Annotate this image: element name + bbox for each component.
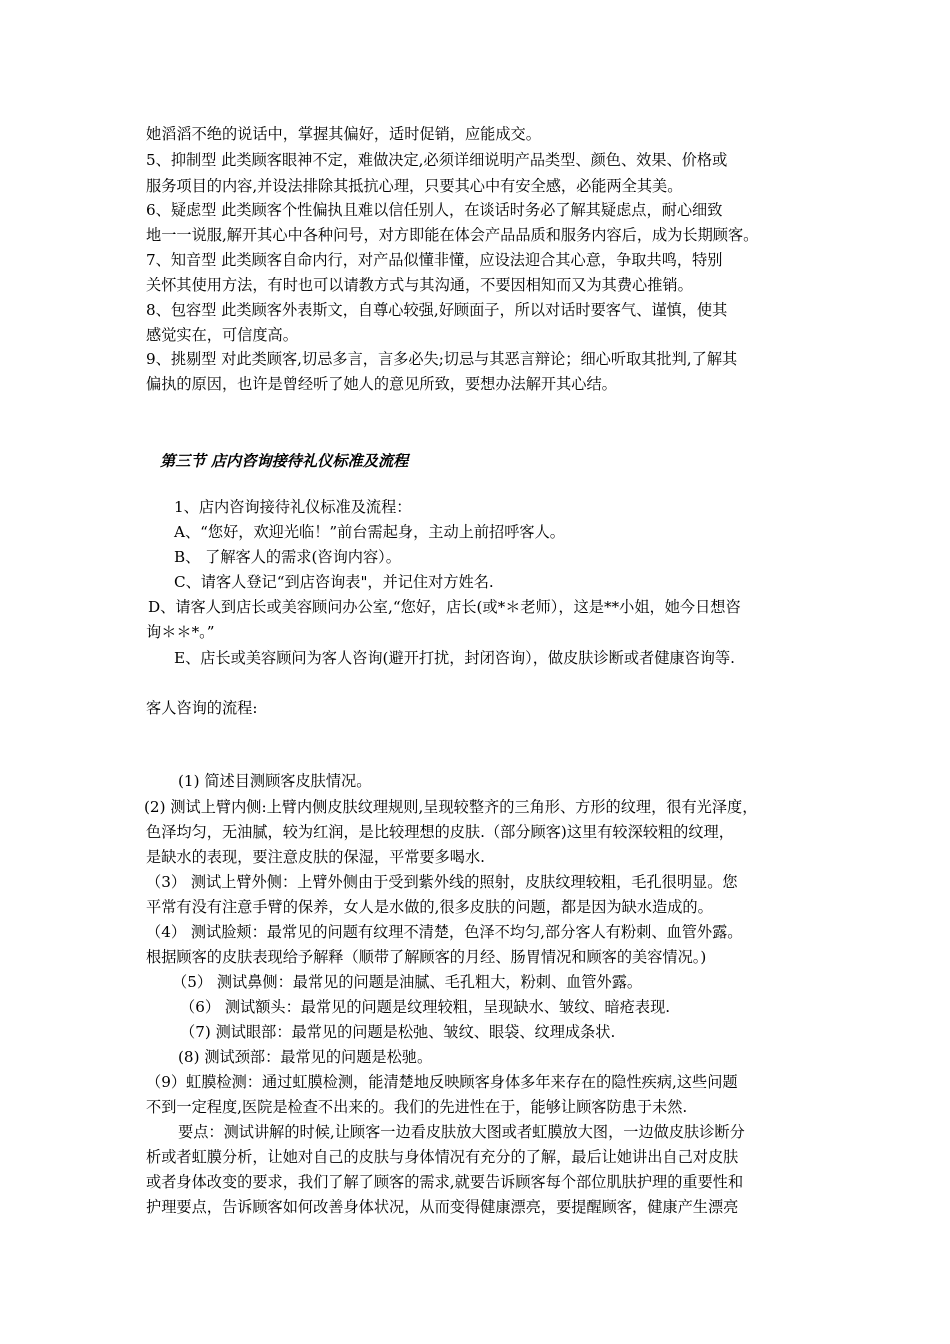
paragraph-line: (1) 简述目测顾客皮肤情况。	[178, 772, 372, 790]
paragraph-line: （5） 测试鼻侧：最常见的问题是油腻、毛孔粗大，粉刺、血管外露。	[172, 973, 643, 991]
paragraph-line: （6） 测试额头：最常见的问题是纹理较粗，呈现缺水、皱纹、暗疮表现.	[180, 998, 671, 1016]
flow-title: 客人咨询的流程:	[146, 699, 258, 717]
paragraph-line: （4） 测试脸颊：最常见的问题有纹理不清楚，色泽不均匀,部分客人有粉刺、血管外露。	[146, 923, 743, 941]
paragraph-line: 关怀其使用方法，有时也可以请教方式与其沟通，不要因相知而又为其费心推销。	[146, 276, 693, 294]
paragraph-line: （7) 测试眼部：最常见的问题是松弛、皱纹、眼袋、纹理成条状.	[180, 1023, 616, 1041]
paragraph-line: 服务项目的内容,并设法排除其抵抗心理，只要其心中有安全感，必能两全其美。	[146, 177, 683, 195]
paragraph-line: （3） 测试上臂外侧：上臂外侧由于受到紫外线的照射，皮肤纹理较粗，毛孔很明显。您	[146, 873, 738, 891]
paragraph-line: 要点：测试讲解的时候,让顾客一边看皮肤放大图或者虹膜放大图，一边做皮肤诊断分	[178, 1123, 745, 1141]
paragraph-line: 护理要点，告诉顾客如何改善身体状况，从而变得健康漂亮，要提醒顾客，健康产生漂亮	[146, 1198, 739, 1216]
paragraph-line: B、 了解客人的需求(咨询内容）。	[174, 548, 401, 566]
paragraph-line: 7、知音型 此类顾客自命内行，对产品似懂非懂，应设法迎合其心意，争取共鸣，特别	[146, 251, 723, 269]
paragraph-line: E、店长或美容顾问为客人咨询(避开打扰，封闭咨询），做皮肤诊断或者健康咨询等.	[174, 649, 735, 667]
paragraph-line: 8、包容型 此类顾客外表斯文，自尊心较强,好顾面子，所以对话时要客气、谨慎，使其	[146, 301, 728, 319]
paragraph-line: 色泽均匀，无油腻，较为红润，是比较理想的皮肤.（部分顾客)这里有较深较粗的纹理，	[146, 823, 734, 841]
paragraph-line: 感觉实在，可信度高。	[146, 326, 298, 344]
paragraph-line: （9）虹膜检测：通过虹膜检测，能清楚地反映顾客身体多年来存在的隐性疾病,这些问题	[146, 1073, 738, 1091]
paragraph-line: 不到一定程度,医院是检查不出来的。我们的先进性在于，能够让顾客防患于未然.	[146, 1098, 688, 1116]
paragraph-line: D、请客人到店长或美容顾问办公室,“您好，店长(或*＊老师），这是**小姐，她今日想咨	[148, 598, 741, 616]
paragraph-line: 6、疑虑型 此类顾客个性偏执且难以信任别人，在谈话时务必了解其疑虑点，耐心细致	[146, 201, 723, 219]
paragraph-line: C、请客人登记“到店咨询表"，并记住对方姓名.	[174, 573, 494, 591]
paragraph-line: 是缺水的表现，要注意皮肤的保湿，平常要多喝水.	[146, 848, 485, 866]
paragraph-line: 或者身体改变的要求，我们了解了顾客的需求,就要告诉顾客每个部位肌肤护理的重要性和	[146, 1173, 744, 1191]
paragraph-line: 地一一说服,解开其心中各种问号，对方即能在体会产品品质和服务内容后，成为长期顾客。	[146, 226, 759, 244]
paragraph-line: 1、店内咨询接待礼仪标准及流程：	[174, 498, 412, 516]
paragraph-line: 偏执的原因，也许是曾经听了她人的意见所致，要想办法解开其心结。	[146, 375, 617, 393]
paragraph-line: (2) 测试上臂内侧:上臂内侧皮肤纹理规则,呈现较整齐的三角形、方形的纹理，很有光泽度，	[144, 798, 758, 816]
paragraph-line: 5、抑制型 此类顾客眼神不定，难做决定,必须详细说明产品类型、颜色、效果、价格或	[146, 151, 728, 169]
section-heading: 第三节 店内咨询接待礼仪标准及流程	[160, 452, 409, 470]
paragraph-line: 根据顾客的皮肤表现给予解释（顺带了解顾客的月经、肠胃情况和顾客的美容情况。)	[146, 948, 707, 966]
paragraph-line: (8) 测试颈部：最常见的问题是松驰。	[178, 1048, 433, 1066]
paragraph-line: 询＊＊*。”	[146, 623, 215, 641]
paragraph-line: 析或者虹膜分析，让她对自己的皮肤与身体情况有充分的了解，最后让她讲出自己对皮肤	[146, 1148, 739, 1166]
paragraph-line: 她滔滔不绝的说话中，掌握其偏好，适时促销，应能成交。	[146, 125, 541, 143]
paragraph-line: A、“您好，欢迎光临！”前台需起身，主动上前招呼客人。	[174, 523, 565, 541]
paragraph-line: 9、挑剔型 对此类顾客,切忌多言，言多必失;切忌与其恶言辩论；细心听取其批判,了解其	[146, 350, 738, 368]
paragraph-line: 平常有没有注意手臂的保养，女人是水做的,很多皮肤的问题，都是因为缺水造成的。	[146, 898, 713, 916]
